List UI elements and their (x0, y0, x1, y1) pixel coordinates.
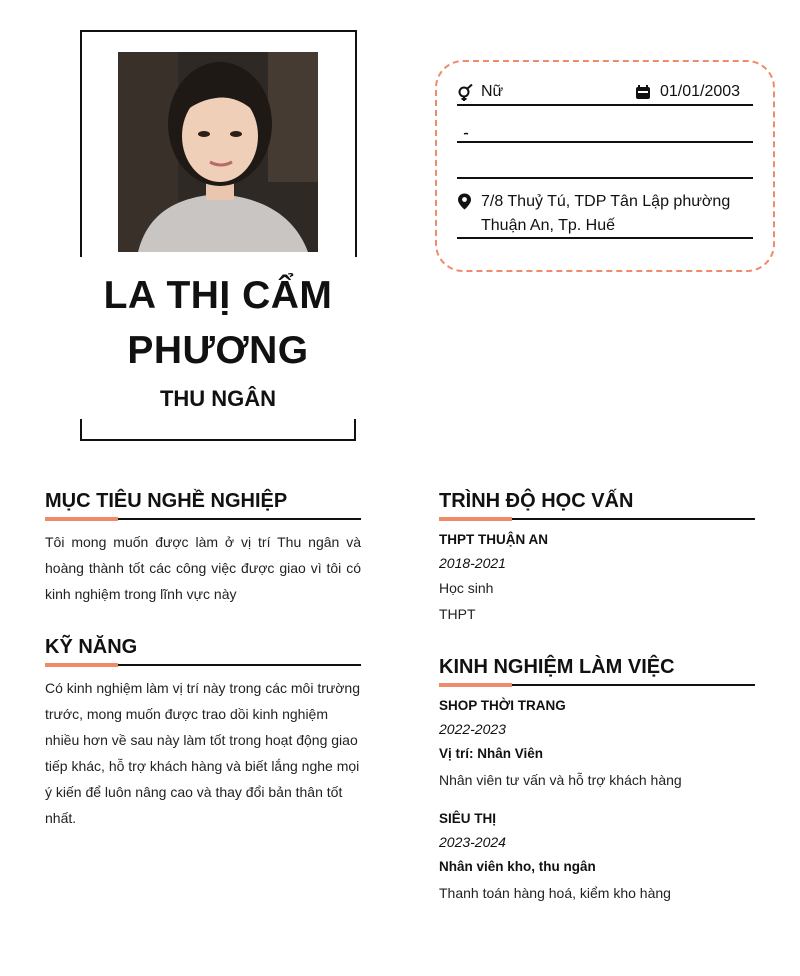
skills-text: Có kinh nghiệm làm vị trí này trong các môi trường trước, mong muốn được trao dồi kinh nghiệm nhiều hơn về sau này làm tốt trong hoạt động giao tiếp khác, hỗ trợ khách hàng và biết lắng nghe mọi ý kiến để luôn nâng cao và thay đổi bản thân tốt nhất. (45, 680, 361, 826)
gender-value: Nữ (481, 83, 504, 100)
candidate-name: LA THỊ CẨM PHƯƠNG (103, 274, 333, 372)
education-heading: TRÌNH ĐỘ HỌC VẤN (439, 490, 634, 512)
profile-photo (118, 52, 318, 252)
experience-heading: KINH NGHIỆM LÀM VIỆC (439, 656, 675, 678)
calendar-icon (634, 84, 651, 101)
gender-underline (457, 104, 753, 106)
job-title: THU NGÂN (159, 386, 277, 411)
birthdate-value: 01/01/2003 (660, 83, 741, 100)
objective-text: Tôi mong muốn được làm ở vị trí Thu ngân và hoàng thành tốt các công việc được giao vì tôi có kinh nghiệm trong lĩnh vực này (45, 534, 361, 602)
experience-position: Vị trí: Nhân Viên (439, 746, 544, 761)
birthdate-row (634, 83, 740, 101)
experience-accent (439, 683, 512, 687)
address-row (457, 190, 753, 238)
experience-company: SHOP THỜI TRANG (439, 698, 566, 713)
address-value: 7/8 Thuỷ Tú, TDP Tân Lập phường Thuận An, Tp. Huế (481, 193, 731, 234)
education-role: Học sinh (439, 580, 494, 596)
address-underline (457, 237, 753, 239)
experience-description: Nhân viên tư vấn và hỗ trợ khách hàng (439, 772, 682, 788)
experience-company: SIÊU THỊ (439, 811, 497, 826)
header-frame-bottom (80, 419, 356, 441)
skills-heading: KỸ NĂNG (45, 636, 138, 658)
education-detail: THPT (439, 606, 476, 622)
gender-icon (457, 84, 474, 101)
education-accent (439, 517, 512, 521)
location-pin-icon (457, 193, 474, 210)
email-underline (457, 177, 753, 179)
experience-period: 2023-2024 (439, 834, 506, 850)
education-period: 2018-2021 (439, 555, 506, 571)
skills-accent (45, 663, 118, 667)
phone-underline (457, 141, 753, 143)
experience-position: Nhân viên kho, thu ngân (439, 859, 596, 874)
experience-description: Thanh toán hàng hoá, kiểm kho hàng (439, 885, 671, 901)
phone-row (457, 122, 481, 139)
education-school: THPT THUẬN AN (439, 532, 548, 547)
objective-heading: MỤC TIÊU NGHỀ NGHIỆP (45, 490, 288, 512)
phone-icon (457, 122, 474, 139)
experience-period: 2022-2023 (439, 721, 506, 737)
gender-row (457, 83, 503, 101)
objective-accent (45, 517, 118, 521)
